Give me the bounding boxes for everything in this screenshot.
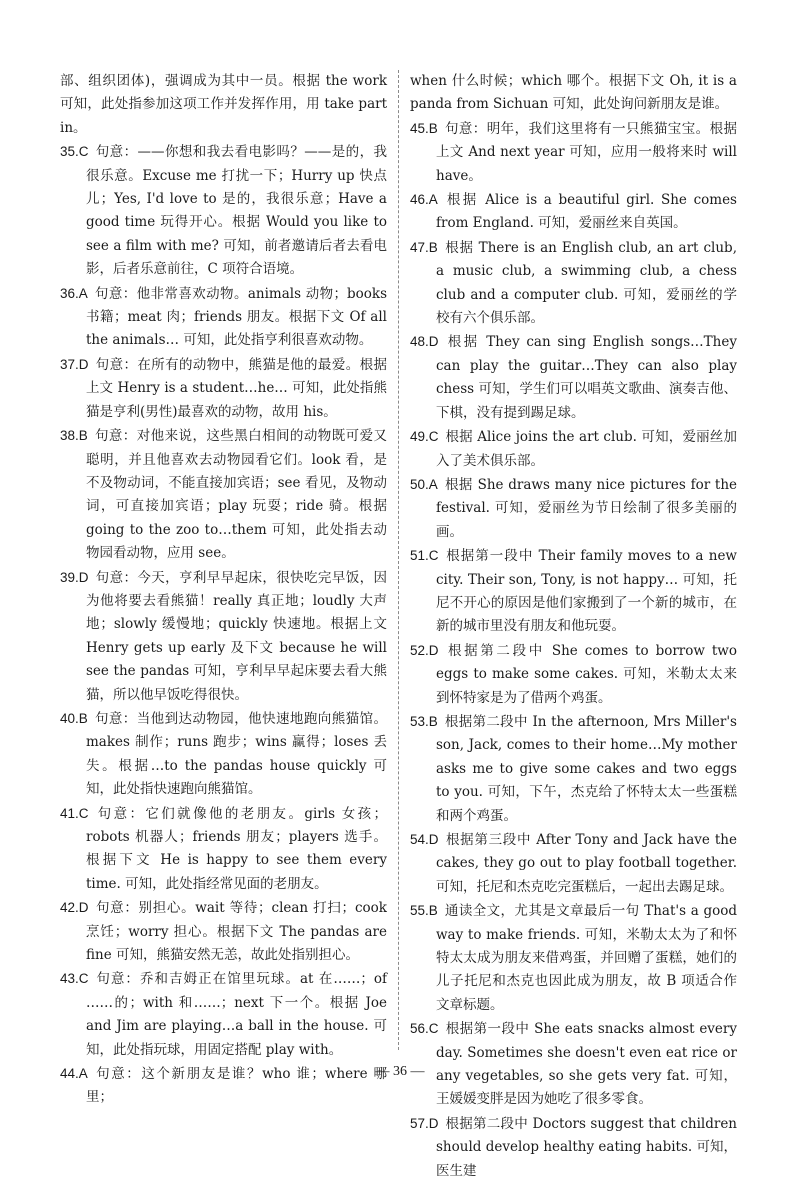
explanation-text: 根据第二段中 In the afternoon, Mrs Miller's son, Jack, comes to their home…My mother asks me to give some cakes and two eggs to you. 可知，下午，杰克给了怀特太太一些蛋糕和两个鸡蛋。 (436, 713, 737, 824)
answer-number: 36.A (60, 285, 88, 301)
answer-entry (60, 967, 387, 1062)
answer-number: 51.C (410, 548, 439, 564)
left-column (60, 70, 387, 1110)
answer-entry (410, 330, 737, 425)
answer-number: 49.C (410, 429, 439, 445)
answer-number: 48.D (410, 334, 439, 350)
answer-entry (410, 544, 737, 639)
continued-text (60, 70, 387, 140)
explanation-text: 根据 There is an English club, an art club, a music club, a swimming club, a chess club and a computer club. 可知，爱丽丝的学校有六个俱乐部。 (436, 239, 737, 327)
answer-number: 52.D (410, 642, 439, 658)
explanation-text: 根据第二段中 Doctors suggest that children should develop healthy eating habits. 可知，医生建 (436, 1115, 737, 1179)
explanation-text: 根据第二段中 She comes to borrow two eggs to make some cakes. 可知，米勒太太来到怀特家是为了借两个鸡蛋。 (436, 642, 737, 706)
answer-number: 46.A (410, 192, 438, 208)
right-column (410, 70, 737, 1183)
answer-entry (60, 140, 387, 281)
answer-number: 55.B (410, 903, 438, 919)
explanation-text: 句意：别担心。wait 等待；clean 打扫；cook 烹饪；worry 担心。根据下文 The pandas are fine 可知，熊猫安然无恙，故此处指别担心。 (86, 900, 387, 964)
answer-entry (410, 710, 737, 828)
answer-entry (410, 899, 737, 1017)
explanation-text: 根据 They can sing English songs…They can play the guitar…They can also play chess 可知，学生们可以唱英文歌曲、演奏吉他、下棋，没有提到踢足球。 (436, 334, 737, 421)
answer-number: 39.D (60, 569, 89, 585)
continued-text (410, 70, 737, 117)
explanation-text: 根据 Alice is a beautiful girl. She comes from England. 可知，爱丽丝来自英国。 (436, 192, 737, 232)
answer-number: 44.A (60, 1066, 88, 1082)
explanation-text: 部、组织团体)，强调成为其中一员。根据 the work 可知，此处指参加这项工作并发挥作用，用 take part in。 (60, 73, 387, 136)
answer-number: 38.B (60, 428, 88, 444)
answer-entry (60, 282, 387, 353)
explanation-text: 根据第三段中 After Tony and Jack have the cakes, they go out to play football together. 可知，托尼和杰克吃完蛋糕后，一起出去踢足球。 (436, 832, 737, 895)
answer-entry (410, 828, 737, 899)
answer-number: 50.A (410, 476, 438, 492)
answer-entry (60, 802, 387, 897)
answer-number: 56.C (410, 1021, 439, 1037)
explanation-text: 句意：他非常喜欢动物。animals 动物；books 书籍；meat 肉；friends 朋友。根据下文 Of all the animals… 可知，此处指亨利很喜欢动物。 (86, 285, 387, 349)
answer-entry (410, 117, 737, 188)
answer-number: 57.D (410, 1115, 439, 1131)
answer-number: 41.C (60, 805, 89, 821)
explanation-text: 句意：当他到达动物园，他快速地跑向熊猫馆。makes 制作；runs 跑步；wins 赢得；loses 丢失。根据…to the pandas house quickly 可知，此处指快速跑向熊猫馆。 (86, 710, 387, 798)
column-divider (398, 70, 399, 1050)
explanation-text: 句意：——你想和我去看电影吗？——是的，我很乐意。Excuse me 打扰一下；Hurry up 快点儿；Yes, I'd love to 是的，我很乐意；Have a good time 玩得开心。根据 Would you like to see a film with me? 可知，前者邀请后者去看电影，后者乐意前往，C 项符合语境。 (86, 144, 387, 278)
explanation-text: when 什么时候；which 哪个。根据下文 Oh, it is a panda from Sichuan 可知，此处询问新朋友是谁。 (410, 73, 737, 113)
answer-entry (410, 425, 737, 473)
page-number: — 36 — (375, 1064, 425, 1079)
answer-number: 54.D (410, 832, 439, 847)
answer-number: 35.C (60, 144, 89, 160)
answer-entry (410, 473, 737, 544)
explanation-text: 通读全文，尤其是文章最后一句 That's a good way to make friends. 可知，米勒太太为了和怀特太太成为朋友来借鸡蛋，并回赠了蛋糕，她们的儿子托尼和杰克也因此成为朋友，故 B 项适合作文章标题。 (436, 903, 737, 1013)
answer-number: 43.C (60, 971, 89, 987)
answer-number: 42.D (60, 900, 89, 916)
answer-number: 37.D (60, 356, 89, 372)
answer-entry (60, 707, 387, 802)
answer-number: 45.B (410, 120, 438, 136)
explanation-text: 根据 Alice joins the art club. 可知，爱丽丝加入了美术俱乐部。 (436, 429, 737, 469)
answer-entry (410, 188, 737, 236)
explanation-text: 句意：明年，我们这里将有一只熊猫宝宝。根据上文 And next year 可知，应用一般将来时 will have。 (436, 120, 737, 184)
answer-entry (410, 1112, 737, 1183)
answer-entry (60, 566, 387, 707)
explanation-text: 根据 She draws many nice pictures for the festival. 可知，爱丽丝为节日绘制了很多美丽的画。 (436, 476, 737, 540)
explanation-text: 根据第一段中 Their family moves to a new city. Their son, Tony, is not happy… 可知，托尼不开心的原因是他们家搬到了一个新的城市，在新的城市里没有朋友和他玩耍。 (436, 548, 737, 635)
answer-entry (410, 236, 737, 331)
explanation-text: 句意：在所有的动物中，熊猫是他的最爱。根据上文 Henry is a student…he… 可知，此处指熊猫是亨利(男性)最喜欢的动物，故用 his。 (86, 356, 387, 420)
explanation-text: 句意：这个新朋友是谁？who 谁；where 哪里； (86, 1066, 387, 1106)
answer-entry (60, 424, 387, 565)
answer-number: 47.B (410, 239, 438, 255)
explanation-text: 句意：乔和吉姆正在馆里玩球。at 在……；of ……的；with 和……；next 下一个。根据 Joe and Jim are playing…a ball in the house. 可知，此处指玩球，用固定搭配 play with。 (86, 971, 387, 1058)
answer-entry (410, 639, 737, 710)
explanation-text: 句意：对他来说，这些黑白相间的动物既可爱又聪明，并且他喜欢去动物园看它们。look 看，是不及物动词，不能直接加宾语；see 看见，及物动词，可直接加宾语；play 玩耍；ride 骑。根据 going to the zoo to…them 可知，此处指去动物园看动物，应用 see。 (86, 428, 387, 562)
answer-entry (60, 353, 387, 424)
answer-number: 53.B (410, 713, 438, 729)
explanation-text: 句意：今天，亨利早早起床，很快吃完早饭，因为他将要去看熊猫！really 真正地；loudly 大声地；slowly 缓慢地；quickly 快速地。根据上文 Henry gets up early 及下文 because he will see the pandas 可知，亨利早早起床要去看大熊猫，所以他早饭吃得很快。 (86, 569, 387, 703)
answer-number: 40.B (60, 710, 88, 726)
explanation-text: 句意：它们就像他的老朋友。girls 女孩；robots 机器人；friends 朋友；players 选手。根据下文 He is happy to see them every time. 可知，此处指经常见面的老朋友。 (86, 805, 387, 892)
explanation-text: 根据第一段中 She eats snacks almost every day. Sometimes she doesn't even eat rice or any vegetables, so she gets very fat. 可知，王媛媛变胖是因为她吃了很多零食。 (436, 1021, 737, 1108)
answer-entry (60, 896, 387, 967)
